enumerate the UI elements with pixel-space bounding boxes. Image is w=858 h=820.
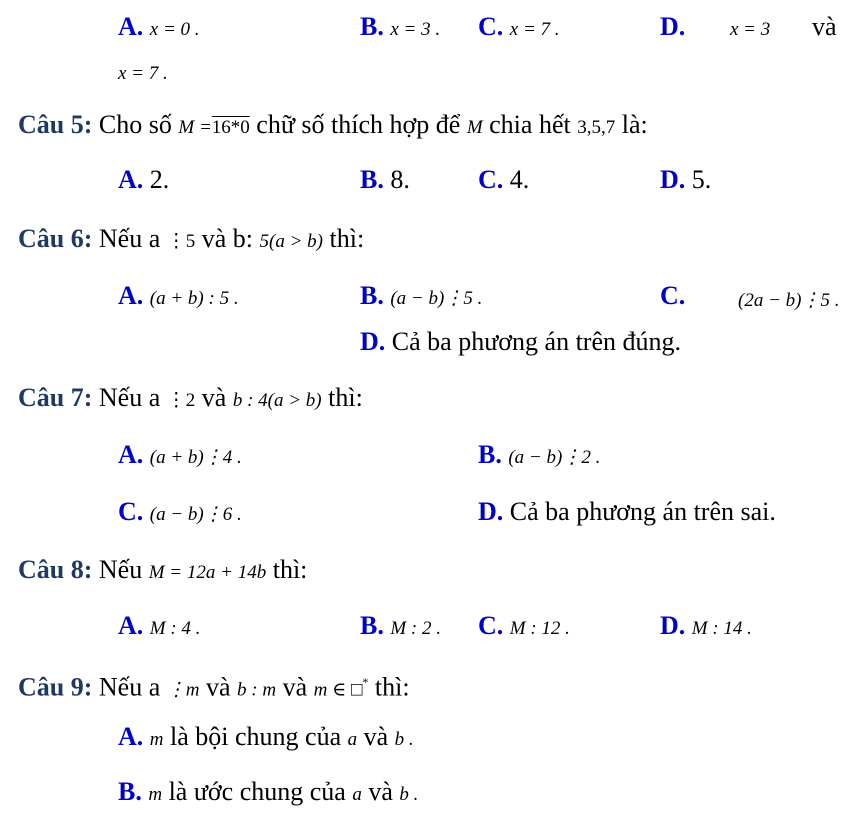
option-value: M : 2 . [390, 618, 441, 639]
option-value: (a + b) : 5 . [149, 288, 239, 309]
option-letter: C. [118, 497, 144, 526]
question-8: Câu 8: Nếu M = 12a + 14b thì: [18, 555, 308, 584]
option-letter: D. [660, 611, 686, 640]
q6-option-d[interactable] [360, 327, 681, 357]
option-letter: C. [660, 281, 686, 310]
q8-option-d[interactable] [660, 611, 752, 644]
option-letter: A. [118, 440, 144, 469]
option-letter: B. [360, 611, 384, 640]
option-value: M : 4 . [149, 618, 201, 639]
q7-option-d[interactable] [478, 497, 776, 527]
option-letter: B. [360, 12, 384, 41]
q8-option-b[interactable] [360, 611, 441, 644]
q9-option-a[interactable]: A. m là bội chung của a và b . [118, 722, 414, 751]
q5-option-b[interactable] [360, 165, 410, 195]
option-value: x = 3 [730, 19, 771, 40]
q6-option-c-value [738, 283, 839, 316]
option-value: Cả ba phương án trên đúng. [391, 327, 682, 356]
option-letter: D. [360, 327, 386, 356]
option-value: Cả ba phương án trên sai. [509, 497, 776, 526]
option-letter: C. [478, 611, 504, 640]
q8-option-c[interactable] [478, 611, 570, 644]
q4-option-d-conj: và [812, 12, 837, 41]
q8-option-a[interactable] [118, 611, 200, 644]
question-5: Câu 5: Cho số M =16*0 chữ số thích hợp để M chia hết 3,5,7 là: [18, 110, 648, 139]
option-value: 8. [390, 165, 410, 194]
q4-option-d-cont: x = 7 . [118, 63, 168, 84]
question-label: Câu 6: [18, 224, 93, 253]
option-value: (a − b)⋮6 . [149, 504, 242, 525]
q5-option-c[interactable] [478, 165, 529, 195]
option-value: x = 3 . [390, 19, 441, 40]
overline-number: 16*0 [211, 117, 250, 138]
option-value: 2. [149, 165, 170, 194]
question-9: Câu 9: Nếu a ⋮m và b : m và m ∈ □* thì: [18, 672, 410, 702]
q5-option-d[interactable] [660, 165, 711, 195]
option-letter: C. [478, 165, 504, 194]
option-letter: B. [118, 777, 142, 806]
option-value: (2a − b)⋮5 . [738, 290, 840, 311]
option-value: (a + b)⋮4 . [149, 447, 242, 468]
q4-option-d[interactable] [660, 12, 685, 42]
q4-option-c[interactable] [478, 12, 560, 45]
q6-option-b[interactable] [360, 281, 482, 314]
question-label: Câu 8: [18, 555, 93, 584]
option-letter: A. [118, 281, 144, 310]
option-value: x = 0 . [149, 19, 200, 40]
q7-option-a[interactable] [118, 440, 242, 473]
option-letter: B. [478, 440, 502, 469]
question-label: Câu 5: [18, 110, 93, 139]
option-value: M : 14 . [691, 618, 752, 639]
option-value: x = 7 . [509, 19, 560, 40]
q7-option-c[interactable] [118, 497, 242, 530]
option-letter: A. [118, 12, 144, 41]
q4-option-d-value [730, 12, 770, 45]
option-letter: A. [118, 722, 144, 751]
option-letter: C. [478, 12, 504, 41]
q7-option-b[interactable] [478, 440, 600, 473]
option-letter: A. [118, 611, 144, 640]
q4-option-a[interactable] [118, 12, 200, 45]
question-7: Câu 7: Nếu a ⋮2 và b : 4(a > b) thì: [18, 383, 363, 412]
option-letter: D. [660, 12, 686, 41]
q6-option-a[interactable] [118, 281, 239, 314]
question-6: Câu 6: Nếu a ⋮5 và b: 5(a > b) thì: [18, 224, 365, 253]
option-value: 4. [509, 165, 530, 194]
question-label: Câu 7: [18, 383, 93, 412]
option-letter: B. [360, 165, 384, 194]
q9-option-b[interactable]: B. m là ước chung của a và b . [118, 777, 419, 806]
q6-option-c[interactable] [660, 281, 685, 311]
option-letter: D. [478, 497, 504, 526]
option-letter: B. [360, 281, 384, 310]
option-value: (a − b)⋮2 . [508, 447, 601, 468]
option-value: 5. [691, 165, 712, 194]
option-letter: D. [660, 165, 686, 194]
q5-option-a[interactable] [118, 165, 169, 195]
option-letter: A. [118, 165, 144, 194]
question-label: Câu 9: [18, 672, 93, 702]
option-value: M : 12 . [509, 618, 570, 639]
option-value: (a − b)⋮5 . [390, 288, 483, 309]
q4-option-b[interactable] [360, 12, 440, 45]
